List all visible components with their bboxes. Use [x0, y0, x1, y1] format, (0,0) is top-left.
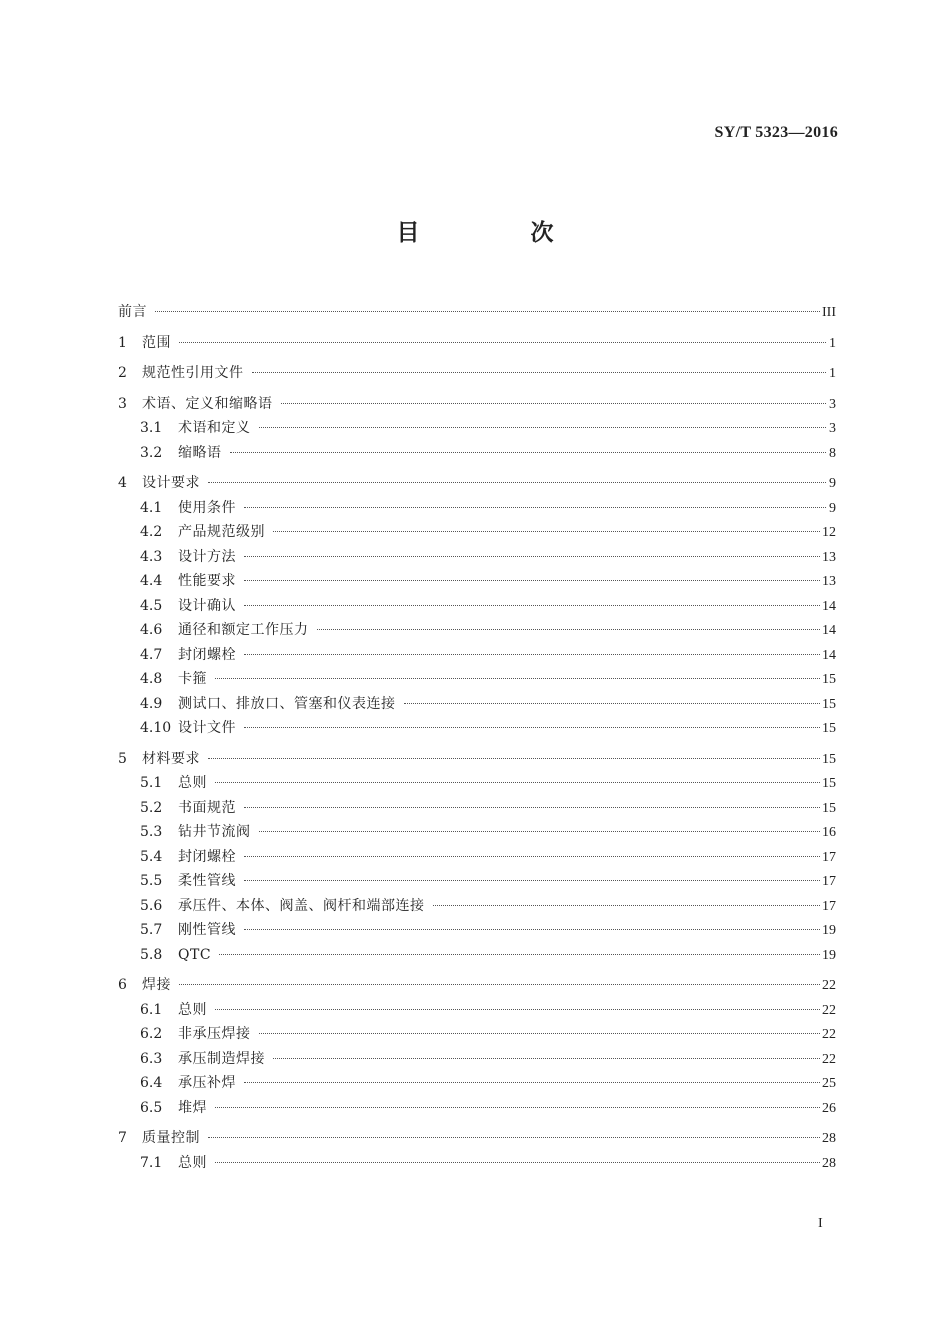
- toc-entry-number: 4.1: [140, 499, 163, 516]
- toc-entry[interactable]: [118, 471, 836, 496]
- toc-leader-dots: [215, 782, 820, 783]
- toc-entry[interactable]: [118, 1071, 836, 1096]
- toc-entry-number: 4.10: [140, 720, 172, 736]
- toc-entry[interactable]: [118, 545, 836, 570]
- toc-entry-page: III: [822, 305, 836, 320]
- toc-entry[interactable]: [118, 300, 836, 325]
- toc-entry-number: 7.1: [140, 1154, 163, 1171]
- toc-entry-number: 4.5: [140, 597, 163, 614]
- toc-entry-label: 缩略语: [178, 444, 222, 461]
- toc-entry-page: 13: [822, 574, 836, 589]
- toc-entry-number: 4.4: [140, 573, 163, 589]
- toc-entry-page: 13: [822, 549, 836, 565]
- toc-entry-label: 书面规范: [178, 799, 236, 816]
- toc-entry-label: 产品规范级别: [178, 524, 265, 540]
- toc-entry-page: 22: [822, 1051, 836, 1067]
- toc-entry[interactable]: [118, 820, 836, 845]
- toc-entry-label: 设计要求: [142, 475, 200, 491]
- toc-entry-label: 材料要求: [142, 750, 200, 767]
- toc-entry[interactable]: [118, 569, 836, 594]
- toc-leader-dots: [244, 556, 820, 557]
- toc-leader-dots: [208, 1137, 820, 1138]
- toc-entry-page: 9: [829, 500, 836, 516]
- toc-entry[interactable]: [118, 392, 836, 417]
- toc-entry-label: 规范性引用文件: [142, 365, 244, 381]
- toc-leader-dots: [219, 954, 820, 955]
- toc-entry-label: 柔性管线: [178, 873, 236, 889]
- toc-entry-page: 22: [822, 1027, 836, 1042]
- toc-leader-dots: [244, 880, 820, 881]
- toc-entry-page: 15: [822, 776, 836, 791]
- toc-leader-dots: [244, 654, 820, 655]
- page-title: 目 次: [396, 220, 598, 246]
- toc-entry-label: 封闭螺栓: [178, 646, 236, 663]
- toc-entry-page: 14: [822, 598, 836, 614]
- toc-entry-number: 6.1: [140, 1001, 163, 1018]
- toc-leader-dots: [244, 1082, 820, 1083]
- toc-entry-label: 范围: [142, 334, 171, 351]
- toc-entry-number: 6.2: [140, 1026, 163, 1042]
- toc-entry-page: 1: [829, 366, 836, 381]
- toc-entry-label: 质量控制: [142, 1130, 200, 1146]
- toc-entry-page: 15: [822, 696, 836, 712]
- toc-entry-number: 4.6: [140, 622, 163, 638]
- toc-entry-number: 4.8: [140, 671, 163, 687]
- toc-leader-dots: [215, 1162, 820, 1163]
- toc-entry-number: 3: [118, 395, 127, 412]
- toc-entry-number: 4.2: [140, 524, 163, 540]
- toc-leader-dots: [208, 482, 826, 483]
- toc-entry-label: 前言: [118, 304, 147, 320]
- toc-entry-page: 8: [829, 445, 836, 461]
- toc-leader-dots: [273, 531, 820, 532]
- toc-entry-page: 26: [822, 1100, 836, 1116]
- toc-entry-number: 6.3: [140, 1050, 163, 1067]
- toc-entry-number: 5.5: [140, 873, 163, 889]
- toc-entry-page: 25: [822, 1076, 836, 1091]
- toc-entry[interactable]: [118, 331, 836, 356]
- toc-entry-number: 6.4: [140, 1075, 163, 1091]
- toc-leader-dots: [244, 605, 820, 606]
- toc-leader-dots: [230, 452, 827, 453]
- toc-leader-dots: [281, 403, 827, 404]
- toc-entry-label: 总则: [178, 1154, 207, 1171]
- toc-entry-label: 承压补焊: [178, 1075, 236, 1091]
- toc-entry-page: 28: [822, 1131, 836, 1146]
- toc-entry-label: 承压件、本体、阀盖、阀杆和端部连接: [178, 897, 425, 914]
- toc-entry-page: 14: [822, 623, 836, 638]
- toc-entry-label: 使用条件: [178, 499, 236, 516]
- toc-entry-label: 性能要求: [178, 573, 236, 589]
- toc-leader-dots: [433, 905, 821, 906]
- toc-leader-dots: [244, 727, 820, 728]
- toc-entry[interactable]: [118, 796, 836, 821]
- toc-entry-label: 钻井节流阀: [178, 824, 251, 840]
- toc-entry-page: 3: [829, 421, 836, 436]
- toc-entry[interactable]: [118, 973, 836, 998]
- toc-leader-dots: [215, 1009, 820, 1010]
- toc-leader-dots: [179, 342, 826, 343]
- toc-entry[interactable]: [118, 998, 836, 1023]
- toc-entry-label: 总则: [178, 1001, 207, 1018]
- toc-entry-number: 4.9: [140, 695, 163, 712]
- toc-entry-label: 术语和定义: [178, 420, 251, 436]
- toc-leader-dots: [317, 629, 821, 630]
- toc-entry-number: 5.8: [140, 946, 163, 963]
- toc-entry-number: 7: [118, 1130, 127, 1146]
- toc-entry-label: 测试口、排放口、管塞和仪表连接: [178, 695, 396, 712]
- toc-leader-dots: [244, 856, 820, 857]
- toc-entry-page: 17: [822, 874, 836, 889]
- toc-entry-page: 17: [822, 898, 836, 914]
- toc-entry[interactable]: [118, 1126, 836, 1151]
- toc-leader-dots: [244, 807, 820, 808]
- toc-entry-number: 4.3: [140, 548, 163, 565]
- toc-entry[interactable]: [118, 894, 836, 919]
- toc-leader-dots: [259, 427, 827, 428]
- toc-entry[interactable]: [118, 496, 836, 521]
- toc-entry-label: 卡箍: [178, 671, 207, 687]
- toc-entry-number: 3.1: [140, 420, 163, 436]
- toc-entry-number: 5.4: [140, 848, 163, 865]
- toc-entry-label: 非承压焊接: [178, 1026, 251, 1042]
- toc-entry-label: 设计方法: [178, 548, 236, 565]
- toc-entry[interactable]: [118, 618, 836, 643]
- toc-leader-dots: [244, 580, 820, 581]
- toc-entry-page: 3: [829, 396, 836, 412]
- toc-entry-page: 1: [829, 335, 836, 351]
- toc-entry[interactable]: [118, 918, 836, 943]
- page-number: I: [818, 1216, 823, 1231]
- toc-entry-page: 28: [822, 1155, 836, 1171]
- toc-entry-number: 3.2: [140, 444, 163, 461]
- toc-entry-label: QTC: [178, 946, 212, 963]
- toc-entry[interactable]: [118, 1096, 836, 1121]
- toc-entry[interactable]: [118, 869, 836, 894]
- toc-entry-page: 15: [822, 751, 836, 767]
- toc-entry-page: 22: [822, 978, 836, 993]
- toc-entry[interactable]: [118, 692, 836, 717]
- toc-entry-label: 总则: [178, 775, 207, 791]
- toc-entry-number: 5.7: [140, 922, 163, 938]
- toc-entry[interactable]: [118, 667, 836, 692]
- document-code: SY/T 5323—2016: [714, 124, 838, 141]
- toc-leader-dots: [259, 831, 821, 832]
- toc-entry-number: 5: [118, 750, 127, 767]
- toc-entry-page: 12: [822, 525, 836, 540]
- toc-entry-page: 19: [822, 947, 836, 963]
- toc-entry[interactable]: [118, 416, 836, 441]
- toc-entry-page: 19: [822, 923, 836, 938]
- toc-entry-page: 15: [822, 800, 836, 816]
- toc-leader-dots: [155, 311, 820, 312]
- toc-leader-dots: [244, 929, 820, 930]
- toc-entry-label: 堆焊: [178, 1099, 207, 1116]
- toc-entry-label: 通径和额定工作压力: [178, 622, 309, 638]
- toc-leader-dots: [259, 1033, 821, 1034]
- toc-entry-page: 15: [822, 672, 836, 687]
- toc-entry-page: 15: [822, 721, 836, 736]
- toc-entry[interactable]: [118, 1047, 836, 1072]
- toc-entry-number: 1: [118, 334, 127, 351]
- toc-entry[interactable]: [118, 1022, 836, 1047]
- toc-entry[interactable]: [118, 594, 836, 619]
- toc-entry[interactable]: [118, 361, 836, 386]
- toc-leader-dots: [404, 703, 821, 704]
- toc-entry-number: 2: [118, 365, 127, 381]
- toc-entry-page: 22: [822, 1002, 836, 1018]
- toc-entry-label: 焊接: [142, 977, 171, 993]
- toc-entry-number: 6.5: [140, 1099, 163, 1116]
- toc-entry-number: 5.2: [140, 799, 163, 816]
- toc-leader-dots: [215, 1107, 820, 1108]
- toc-entry-label: 封闭螺栓: [178, 848, 236, 865]
- toc-entry[interactable]: [118, 747, 836, 772]
- toc-entry-number: 4.7: [140, 646, 163, 663]
- toc-entry[interactable]: [118, 441, 836, 466]
- toc-entry[interactable]: [118, 520, 836, 545]
- toc-entry[interactable]: [118, 643, 836, 668]
- toc-entry-number: 5.3: [140, 824, 163, 840]
- toc-entry[interactable]: [118, 716, 836, 741]
- toc-leader-dots: [252, 372, 827, 373]
- toc-entry-number: 6: [118, 977, 127, 993]
- toc-entry-page: 16: [822, 825, 836, 840]
- toc-entry[interactable]: [118, 845, 836, 870]
- toc-entry-label: 术语、定义和缩略语: [142, 395, 273, 412]
- toc-entry-label: 设计确认: [178, 597, 236, 614]
- toc-entry-label: 刚性管线: [178, 922, 236, 938]
- toc-entry[interactable]: [118, 1151, 836, 1176]
- toc-entry-label: 设计文件: [178, 720, 236, 736]
- toc-leader-dots: [208, 758, 820, 759]
- toc-leader-dots: [273, 1058, 820, 1059]
- toc-entry-number: 4: [118, 475, 127, 491]
- toc-leader-dots: [244, 507, 826, 508]
- toc-entry-number: 5.1: [140, 775, 163, 791]
- toc-leader-dots: [179, 984, 820, 985]
- toc-entry-page: 17: [822, 849, 836, 865]
- toc-entry-label: 承压制造焊接: [178, 1050, 265, 1067]
- toc-entry[interactable]: [118, 943, 836, 968]
- toc-entry-page: 9: [829, 476, 836, 491]
- toc-entry-page: 14: [822, 647, 836, 663]
- toc-leader-dots: [215, 678, 820, 679]
- toc-entry[interactable]: [118, 771, 836, 796]
- toc-entry-number: 5.6: [140, 897, 163, 914]
- table-of-contents: [118, 300, 836, 1175]
